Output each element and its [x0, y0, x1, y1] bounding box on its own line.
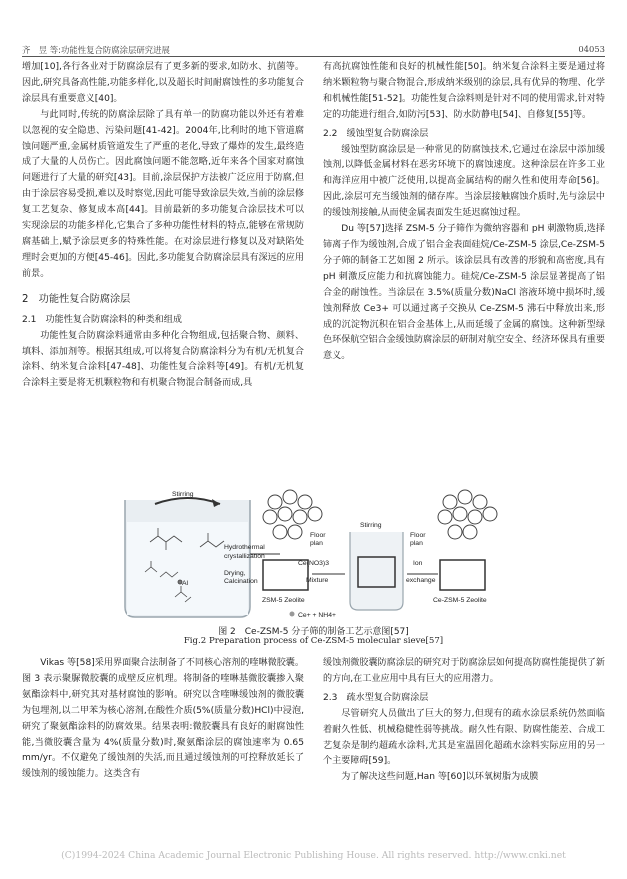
paragraph: 有高抗腐蚀性能和良好的机械性能[50]。纳米复合涂料主要是通过将纳米颗粒物与聚合物混合,形成纳米级别的涂层,具有优异的物理、化学和机械性能[51-52]。功能性复合涂料则是针对不同的使用需求,针对特定的功能进行组合,如防污[53]、防水防静电[54]、自修复[55]等。 [323, 62, 605, 120]
header-rule [22, 56, 605, 57]
paragraph: 尽管研究人员做出了巨大的努力,但现有的疏水涂层系统仍然面临着耐久性低、机械稳健性弱等挑战。耐久性有限、防腐性能差、合成工艺复杂是制约超疏水涂料,尤其是室温固化超疏水涂料实际应用的另一个主要障碍[59]。 [323, 708, 605, 767]
ion-label: Ion [413, 560, 423, 567]
drying-label: Drying, [224, 570, 246, 577]
hydrothermal-label: Hydrothermal [224, 544, 265, 551]
legend-label: Ce+ + NH4+ [298, 612, 336, 619]
subsection-heading: 2.2 缓蚀型复合防腐涂层 [323, 128, 429, 139]
ceno3-label: Ce(NO3)3 [298, 560, 329, 567]
legend-dot-icon [290, 612, 295, 617]
paragraph: 与此同时,传统的防腐涂层除了具有单一的防腐功能以外还有着难以忽视的安全隐患、污染问题[41-42]。2004年,比利时的地下管道腐蚀问题严重,金属材质管道发生了严重的老化,导致了爆炸的发生,最终造成了大量的人员伤亡。因此腐蚀问题不能忽略,近年来各个国家对腐蚀问题进行了大量的研究[43]。目前,涂层保护方法被广泛应用于防腐,但由于涂层容易受损,难以及时察觉,因此可能导致涂层失效,当前的涂层修复工艺复杂、修复成本高[44]。目前最新的多功能复合涂层技术可以实现涂层的功能多样化,它集合了多种功能性材料的特点,能够在常规防腐基础上,赋予涂层更多的特殊性能。在对涂层进行修复以及对缺陷处理时会更加的方便[45-46]。因此,多功能复合防腐涂层具有深远的应用前景。 [22, 109, 304, 279]
zeolite-block [440, 560, 485, 590]
floor-label: Floor [310, 532, 326, 539]
paragraph: 为了解决这些问题,Han 等[60]以环氧树脂为成膜 [341, 772, 539, 783]
ce-zeolite-framework [438, 490, 497, 539]
figure-caption-en: Fig.2 Preparation process of Ce-ZSM-5 molecular sieve[57] [183, 636, 444, 646]
mixture-label: Mixture [306, 577, 329, 584]
plan-label: plan [410, 540, 423, 547]
page-number: 04053 [578, 44, 605, 54]
left-column [22, 60, 304, 392]
plan-label: plan [310, 540, 323, 547]
paragraph: 增加[10],各行各业对于防腐涂层有了更多新的要求,如防水、抗菌等。因此,研究具备高性能,功能多样化,以及超长时间耐腐蚀性的多功能复合涂层具有重要意义[40]。 [22, 62, 304, 104]
section-heading: 2 功能性复合防腐涂层 [22, 293, 131, 305]
figure-caption-cn: 图 2 Ce-ZSM-5 分子筛的制备工艺示意图[57] [218, 627, 409, 637]
paragraph: 功能性复合防腐涂料通常由多种化合物组成,包括聚合物、颜料、填料、添加剂等。根据其组成,可以将复合防腐涂料分为有机/无机复合涂料、纳米复合涂料[47-48]、功能性复合涂料等[49]。有机/无机复合涂料主要是将无机颗粒物和有机聚合物混合制备而成,具 [22, 330, 304, 389]
ce-zeolite-label: Ce-ZSM-5 Zeolite [433, 597, 487, 604]
paragraph: Vikas 等[58]采用界面聚合法制备了不同核心溶剂的喹啉微胶囊。图 3 表示聚脲微胶囊的成壁反应机理。将制备的喹啉基微胶囊掺入聚氨酯涂料中,研究其对基材腐蚀的影响。研究以含喹啉缓蚀剂的微胶囊为包埋剂,以二甲苯为核心溶剂,在酸性介质(5%(质量分数)HCl)中浸泡,研究了聚氨酯涂料的防腐效果。结果表明:微胶囊具有良好的耐腐蚀性能,当微胶囊含量为 4%(质量分数)时,聚氨酯涂层的腐蚀速率为 0.65 mm/yr。不仅避免了缓蚀剂的失活,而且通过缓蚀剂的可控释放延长了缓蚀剂的缓蚀能力。这类含有 [22, 658, 304, 780]
copyright-footer: (C)1994-2024 China Academic Journal Electronic Publishing House. All rights reserved. http://www.cnki.net [61, 850, 566, 861]
al-label: Al [182, 580, 189, 587]
bottom-right-column [323, 656, 605, 786]
header-title: 齐 昱 等:功能性复合防腐涂层研究进展 [22, 45, 170, 55]
paragraph: Du 等[57]选择 ZSM-5 分子筛作为微纳容器和 pH 刺激物质,选择铈离子作为缓蚀剂,合成了铝合金表面硅烷/Ce-ZSM-5 涂层,Ce-ZSM-5 分子筛的制备工艺如图 2 所示。该涂层具有改善的形貌和高密度,具有 pH 刺激反应能力和抗腐蚀能力。硅烷/Ce-ZSM-5 涂层显著提高了铝合金的耐蚀性。当涂层在 3.5%(质量分数)NaCl 溶液环境中损坏时,缓蚀剂释放 Ce3+ 可以通过离子交换从 Ce-ZSM-5 沸石中释放出来,形成的沉淀物沉积在铝合金基体上,从而延缓了金属的腐蚀。这种新型绿色环保航空铝合金缓蚀防腐涂层的研制对航空安全、经济环保具有重要意义。 [323, 224, 605, 362]
calcination-label: Calcination [224, 578, 258, 585]
bottom-left-column [22, 656, 304, 783]
stirring-label: Stirring [360, 522, 382, 529]
subsection-heading: 2.1 功能性复合防腐涂料的种类和组成 [22, 314, 182, 325]
stirring-label: Stirring [172, 491, 194, 498]
floor-label: Floor [410, 532, 426, 539]
right-column [323, 60, 605, 365]
subsection-heading: 2.3 疏水型复合防腐涂层 [323, 692, 429, 703]
exchange-label: exchange [406, 577, 436, 584]
crystallization-label: crystallization [224, 553, 265, 560]
zeolite-label: ZSM-5 Zeolite [262, 597, 305, 604]
paragraph: 缓蚀剂微胶囊防腐涂层的研究对于防腐涂层如何提高防腐性能提供了新的方向,在工业应用中具有巨大的应用潜力。 [323, 658, 605, 684]
running-header [22, 44, 605, 56]
figure-2-schematic [120, 482, 500, 620]
paragraph: 缓蚀型防腐涂层是一种常见的防腐蚀技术,它通过在涂层中添加缓蚀剂,以降低金属材料在恶劣环境下的腐蚀速度。这种涂层在许多工业和海洋应用中被广泛使用,以提高金属结构的耐久性和使用寿命[56]。因此,涂层可充当缓蚀剂的储存库。当涂层接触腐蚀介质时,先与涂层中的缓蚀剂接触,从而使金属表面发生延迟腐蚀过程。 [323, 144, 605, 219]
